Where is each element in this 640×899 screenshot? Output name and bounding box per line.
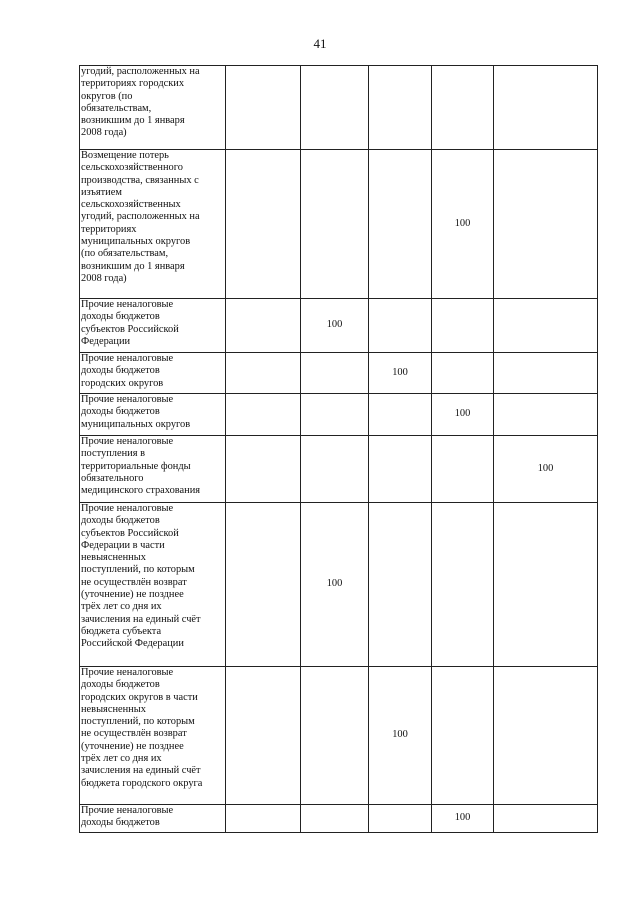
revenue-name-cell: Прочие неналоговые доходы бюджетов городских округов: [80, 353, 226, 394]
value-cell: [369, 503, 432, 667]
value-cell: 100: [301, 503, 369, 667]
table-row: [80, 436, 598, 503]
value-cell: [369, 299, 432, 353]
value-cell: [226, 150, 301, 299]
value-cell: [369, 66, 432, 150]
value-cell: 100: [432, 394, 494, 436]
value-cell: [494, 299, 598, 353]
value-cell: [494, 503, 598, 667]
table-row: [80, 394, 598, 436]
value-cell: [494, 353, 598, 394]
value-cell: [301, 66, 369, 150]
value-cell: [226, 503, 301, 667]
revenue-name-cell: Прочие неналоговые доходы бюджетов субъектов Российской Федерации: [80, 299, 226, 353]
table-row: [80, 150, 598, 299]
value-cell: [226, 667, 301, 805]
revenue-name-cell: Возмещение потерь сельскохозяйственного производства, связанных с изъятием сельскохозяйственных угодий, расположенных на территориях муниципальных округов (по обязательствам, возникшим до 1 января 2008 года): [80, 150, 226, 299]
revenue-name-cell: Прочие неналоговые доходы бюджетов городских округов в части невыясненных поступлений, по которым не осуществлён возврат (уточнение) не позднее трёх лет со дня их зачисления на единый счёт бюджета городского округа: [80, 667, 226, 805]
value-cell: [432, 503, 494, 667]
value-cell: 100: [369, 667, 432, 805]
revenue-name-cell: угодий, расположенных на территориях городских округов (по обязательствам, возникшим до 1 января 2008 года): [80, 66, 226, 150]
table-row: [80, 353, 598, 394]
table-row: [80, 299, 598, 353]
value-cell: [226, 353, 301, 394]
value-cell: [301, 394, 369, 436]
value-cell: [301, 667, 369, 805]
value-cell: [301, 353, 369, 394]
value-cell: 100: [301, 299, 369, 353]
value-cell: [432, 353, 494, 394]
table-row: [80, 805, 598, 833]
value-cell: [494, 394, 598, 436]
value-cell: [432, 667, 494, 805]
page-number: 41: [313, 36, 327, 51]
budget-allocation-table: [79, 65, 598, 833]
value-cell: [226, 394, 301, 436]
table-row: [80, 66, 598, 150]
value-cell: [369, 436, 432, 503]
value-cell: [432, 299, 494, 353]
value-cell: 100: [369, 353, 432, 394]
value-cell: [226, 436, 301, 503]
value-cell: 100: [432, 805, 494, 833]
value-cell: [432, 66, 494, 150]
value-cell: [369, 805, 432, 833]
revenue-name-cell: Прочие неналоговые доходы бюджетов субъектов Российской Федерации в части невыясненных поступлений, по которым не осуществлён возврат (уточнение) не позднее трёх лет со дня их зачисления на единый счёт бюджета субъекта Российской Федерации: [80, 503, 226, 667]
value-cell: [226, 299, 301, 353]
revenue-name-cell: Прочие неналоговые доходы бюджетов муниципальных округов: [80, 394, 226, 436]
value-cell: [369, 150, 432, 299]
table-row: [80, 667, 598, 805]
revenue-name-cell: Прочие неналоговые доходы бюджетов: [80, 805, 226, 833]
value-cell: 100: [494, 436, 598, 503]
value-cell: [494, 150, 598, 299]
value-cell: [301, 805, 369, 833]
value-cell: [494, 667, 598, 805]
value-cell: [494, 66, 598, 150]
table-row: [80, 503, 598, 667]
value-cell: [369, 394, 432, 436]
value-cell: [226, 66, 301, 150]
value-cell: [301, 436, 369, 503]
revenue-name-cell: Прочие неналоговые поступления в территориальные фонды обязательного медицинского страхования: [80, 436, 226, 503]
value-cell: [226, 805, 301, 833]
value-cell: [301, 150, 369, 299]
value-cell: 100: [432, 150, 494, 299]
value-cell: [432, 436, 494, 503]
value-cell: [494, 805, 598, 833]
